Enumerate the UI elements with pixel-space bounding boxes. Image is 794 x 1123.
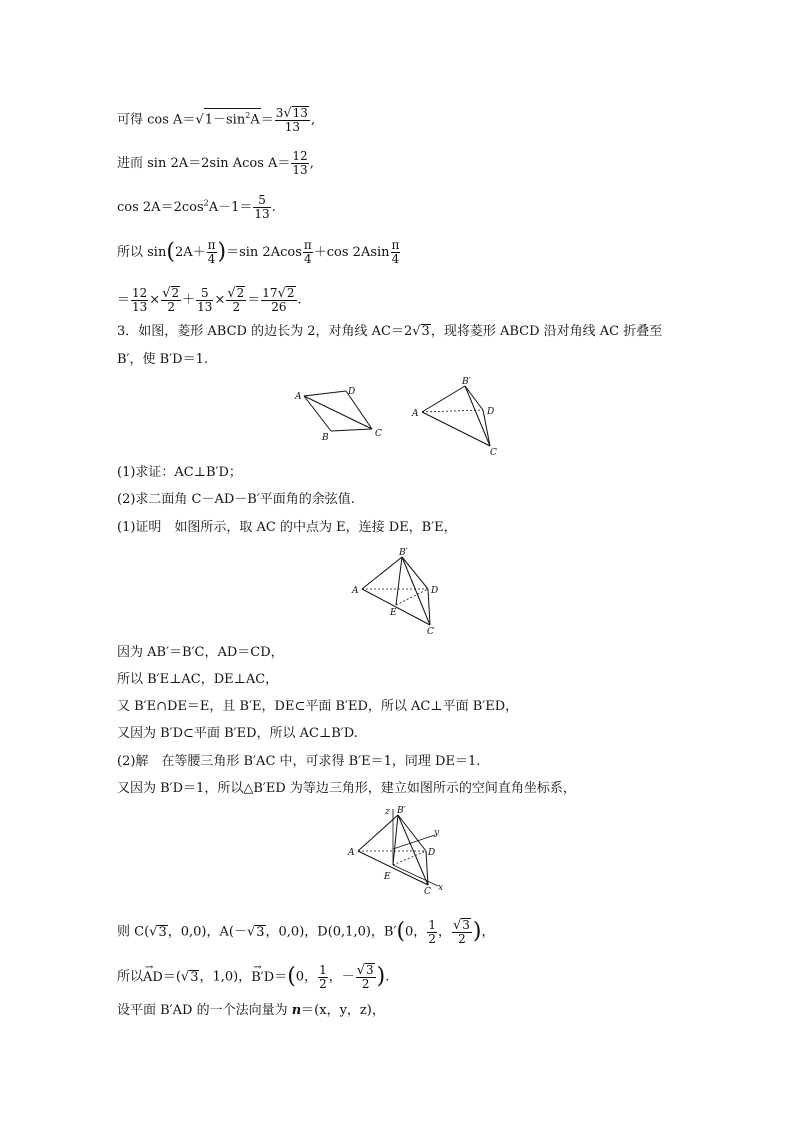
line-cos-a: 可得 $\cos A=√1-\sin^2A=$ $\frac{3√13}{13}$ , [117, 106, 316, 134]
subq-1: (1)求证：AC⊥B′D； [117, 465, 242, 480]
solution-2-line-2: 又因为 B′D＝1，所以△B′ED 为等边三角形，建立如图所示的空间直角坐标系， [117, 781, 576, 796]
label-a: A [352, 586, 359, 596]
edge-ac [422, 412, 490, 446]
label-e: E [390, 608, 397, 618]
label-e: E [384, 872, 391, 882]
line-cos-2a: $\cos 2A=2\cos^2A-1=$ $\frac{5}{13}$ . [117, 193, 276, 221]
label-b: B [322, 433, 329, 443]
edge-ab [304, 396, 331, 431]
normal-vector-line: 设平面 B′AD 的一个法向量为 n＝(x，y，z)， [117, 1003, 385, 1018]
edge-ab [358, 815, 398, 851]
label-d: D [487, 407, 495, 417]
edge-bc [402, 557, 430, 625]
edge-ab [422, 386, 465, 412]
label-a: A [295, 392, 302, 402]
line-result: ＝ $\frac{12}{13}$ × $\frac{√2}{2}$ ＋ $\frac{5}{13}$ × $\frac{√2}{2}$ ＝ $\frac{17√2}{26}$ . [117, 285, 302, 314]
edge-ac [362, 589, 430, 625]
figure-rhombus [290, 385, 385, 445]
label-c: C [424, 887, 431, 897]
problem-3-statement-cont: B′，使 B′D＝1. [117, 352, 208, 367]
label-z: z [385, 807, 390, 817]
coordinates-line: 则 C(√3，0,0)，A(－√3，0,0)，D(0,1,0)，B′(0， $\frac{1}{2}$ ， $\frac{√3}{2}$ )， [117, 917, 495, 946]
x-axis [393, 865, 438, 886]
solution-2-start: (2)解 在等腰三角形 B′AC 中，可求得 B′E＝1，同理 DE＝1. [117, 754, 481, 769]
label-a: A [412, 409, 419, 419]
edge-bc [331, 429, 372, 431]
edge-ad [304, 391, 346, 396]
proof-line-2: 所以 B′E⊥AC，DE⊥AC， [117, 672, 279, 687]
figure-proof [345, 545, 445, 637]
subq-2: (2)求二面角 C－AD－B′平面角的余弦值. [117, 492, 355, 507]
problem-3-statement: 3．如图，菱形 ABCD 的边长为 2，对角线 AC＝2√3，现将菱形 ABCD 沿对角线 AC 折叠至 [117, 324, 663, 339]
label-a: A [348, 848, 355, 858]
y-axis [393, 835, 435, 849]
proof-1-start: (1)证明 如图所示，取 AC 的中点为 E，连接 DE，B′E， [117, 520, 457, 535]
label-bp: B′ [462, 377, 471, 387]
label-y: y [434, 828, 440, 838]
figure-folded [410, 377, 505, 457]
label-d: D [431, 586, 439, 596]
figure-coordinate [340, 805, 450, 897]
edge-be [396, 557, 402, 605]
edge-ad-hidden [422, 410, 483, 412]
proof-line-3: 又 B′E∩DE＝E，且 B′E，DE⊂平面 B′ED，所以 AC⊥平面 B′ED， [117, 699, 519, 714]
label-bp: B′ [397, 806, 406, 816]
vectors-line: 所以→ AD＝(√3，1,0)，→ B′D＝(0， $\frac{1}{2}$ ，－ $\frac{√3}{2}$ ). [117, 963, 389, 991]
line-sin-2a: 进而 sin 2A＝2sin Acos A＝ $\frac{12}{13}$ , [117, 149, 314, 177]
proof-line-4: 又因为 B′D⊂平面 B′ED，所以 AC⊥B′D. [117, 726, 358, 741]
edge-be [393, 815, 398, 865]
label-c: C [490, 448, 497, 457]
diagonal-ac [304, 396, 372, 429]
label-c: C [375, 429, 382, 439]
label-d: D [348, 387, 356, 397]
edge-ab [362, 557, 402, 589]
edge-ed-hidden [393, 851, 426, 865]
label-bp: B′ [399, 548, 408, 558]
proof-line-1: 因为 AB′＝B′C，AD＝CD， [117, 645, 284, 660]
edge-ed-hidden [396, 589, 428, 605]
label-x: x [438, 883, 444, 893]
label-c: C [427, 627, 434, 637]
line-sin-sum: 所以 sin(2A＋ $\frac{\pi}{4}$ )＝sin 2Acos $\frac{\pi}{4}$ ＋cos 2Asin $\frac{\pi}{4}$ [117, 238, 400, 266]
label-d: D [428, 848, 436, 858]
edge-bd [402, 557, 428, 589]
